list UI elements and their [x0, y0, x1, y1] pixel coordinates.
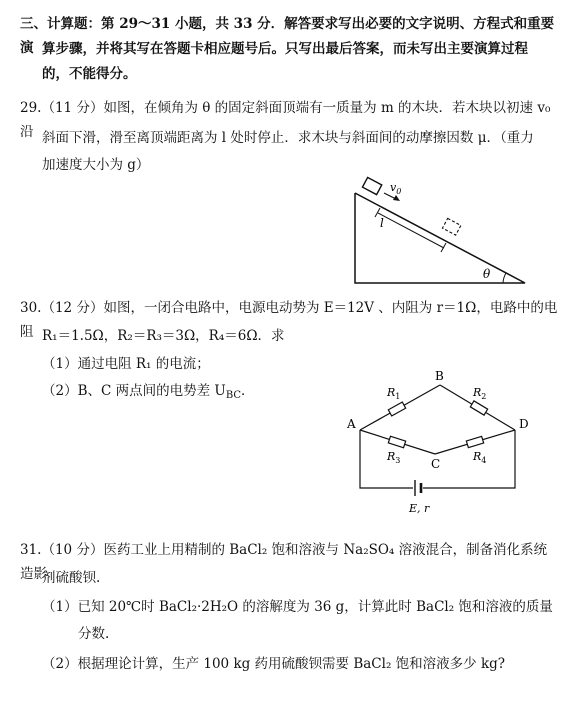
r2-label: $R_2$: [473, 386, 487, 401]
q29-line-1: 29.（11 分）如图，在倾角为 θ 的固定斜面顶端有一质量为 m 的木块．若木块以初速 v₀ 沿: [20, 100, 551, 140]
node-c-label: C: [431, 457, 441, 471]
q31-line-1: 31.（10 分）医药工业上用精制的 BaCl₂ 饱和溶液与 Na₂SO₄ 溶液混合，制备消化系统造影: [20, 542, 548, 582]
resistor-r3: [388, 436, 405, 448]
resistor-r1: [388, 402, 405, 416]
q30-line-2: R₁＝1.5Ω，R₂＝R₃＝3Ω，R₄＝6Ω．求: [42, 328, 285, 344]
q29-line-3: 加速度大小为 g）: [42, 157, 150, 173]
distance-tick-end: [441, 243, 446, 252]
section-line-1: 三、计算题：第 29～31 小题，共 33 分．解答要求写出必要的文字说明、方程式和重要演: [20, 16, 555, 56]
section-line-3: 的，不能得分。: [42, 66, 137, 82]
block-stop-dashed: [442, 218, 460, 235]
r4-label: $R_4$: [473, 450, 487, 465]
q29-line-2: 斜面下滑，滑至离顶端距离为 l 处时停止．求木块与斜面间的动摩擦因数 μ．（重力: [42, 130, 534, 146]
node-a-label: A: [347, 417, 356, 431]
circuit-figure: [345, 368, 535, 518]
node-b-label: B: [435, 369, 444, 383]
r1-label: $R_1$: [387, 386, 401, 401]
source-label: E, r: [409, 502, 430, 515]
q30-line-1: 30.（12 分）如图，一闭合电路中，电源电动势为 E＝12V 、内阻为 r＝1Ω，电路中的电阻: [20, 300, 558, 340]
resistor-r2: [470, 401, 487, 415]
resistor-r4: [466, 436, 483, 447]
q31-item-1a: （1）已知 20℃时 BaCl₂·2H₂O 的溶解度为 36 g，计算此时 BaCl₂ 饱和溶液的质量: [42, 599, 553, 615]
block-top: [362, 177, 381, 194]
section-line-2: 算步骤，并将其写在答题卡相应题号后。只写出最后答案，而未写出主要演算过程: [42, 41, 528, 57]
incline-figure: [340, 175, 530, 290]
q30-item-2: （2）B、C 两点间的电势差 $U_{BC}$．: [42, 383, 255, 401]
r3-label: $R_3$: [387, 450, 401, 465]
velocity-label: $v_0$: [390, 181, 402, 196]
node-d-label: D: [519, 417, 529, 431]
angle-label: θ: [483, 267, 491, 281]
distance-line: [378, 213, 444, 248]
distance-label: l: [380, 216, 384, 230]
angle-arc: [503, 273, 506, 283]
q31-item-1b: 分数.: [78, 626, 110, 642]
q31-line-2: 剂硫酸钡.: [42, 570, 101, 586]
q31-item-2: （2）根据理论计算，生产 100 kg 药用硫酸钡需要 BaCl₂ 饱和溶液多少 kg?: [42, 656, 506, 672]
q30-item-1: （1）通过电阻 R₁ 的电流；: [42, 356, 210, 372]
incline-triangle: [355, 193, 525, 283]
